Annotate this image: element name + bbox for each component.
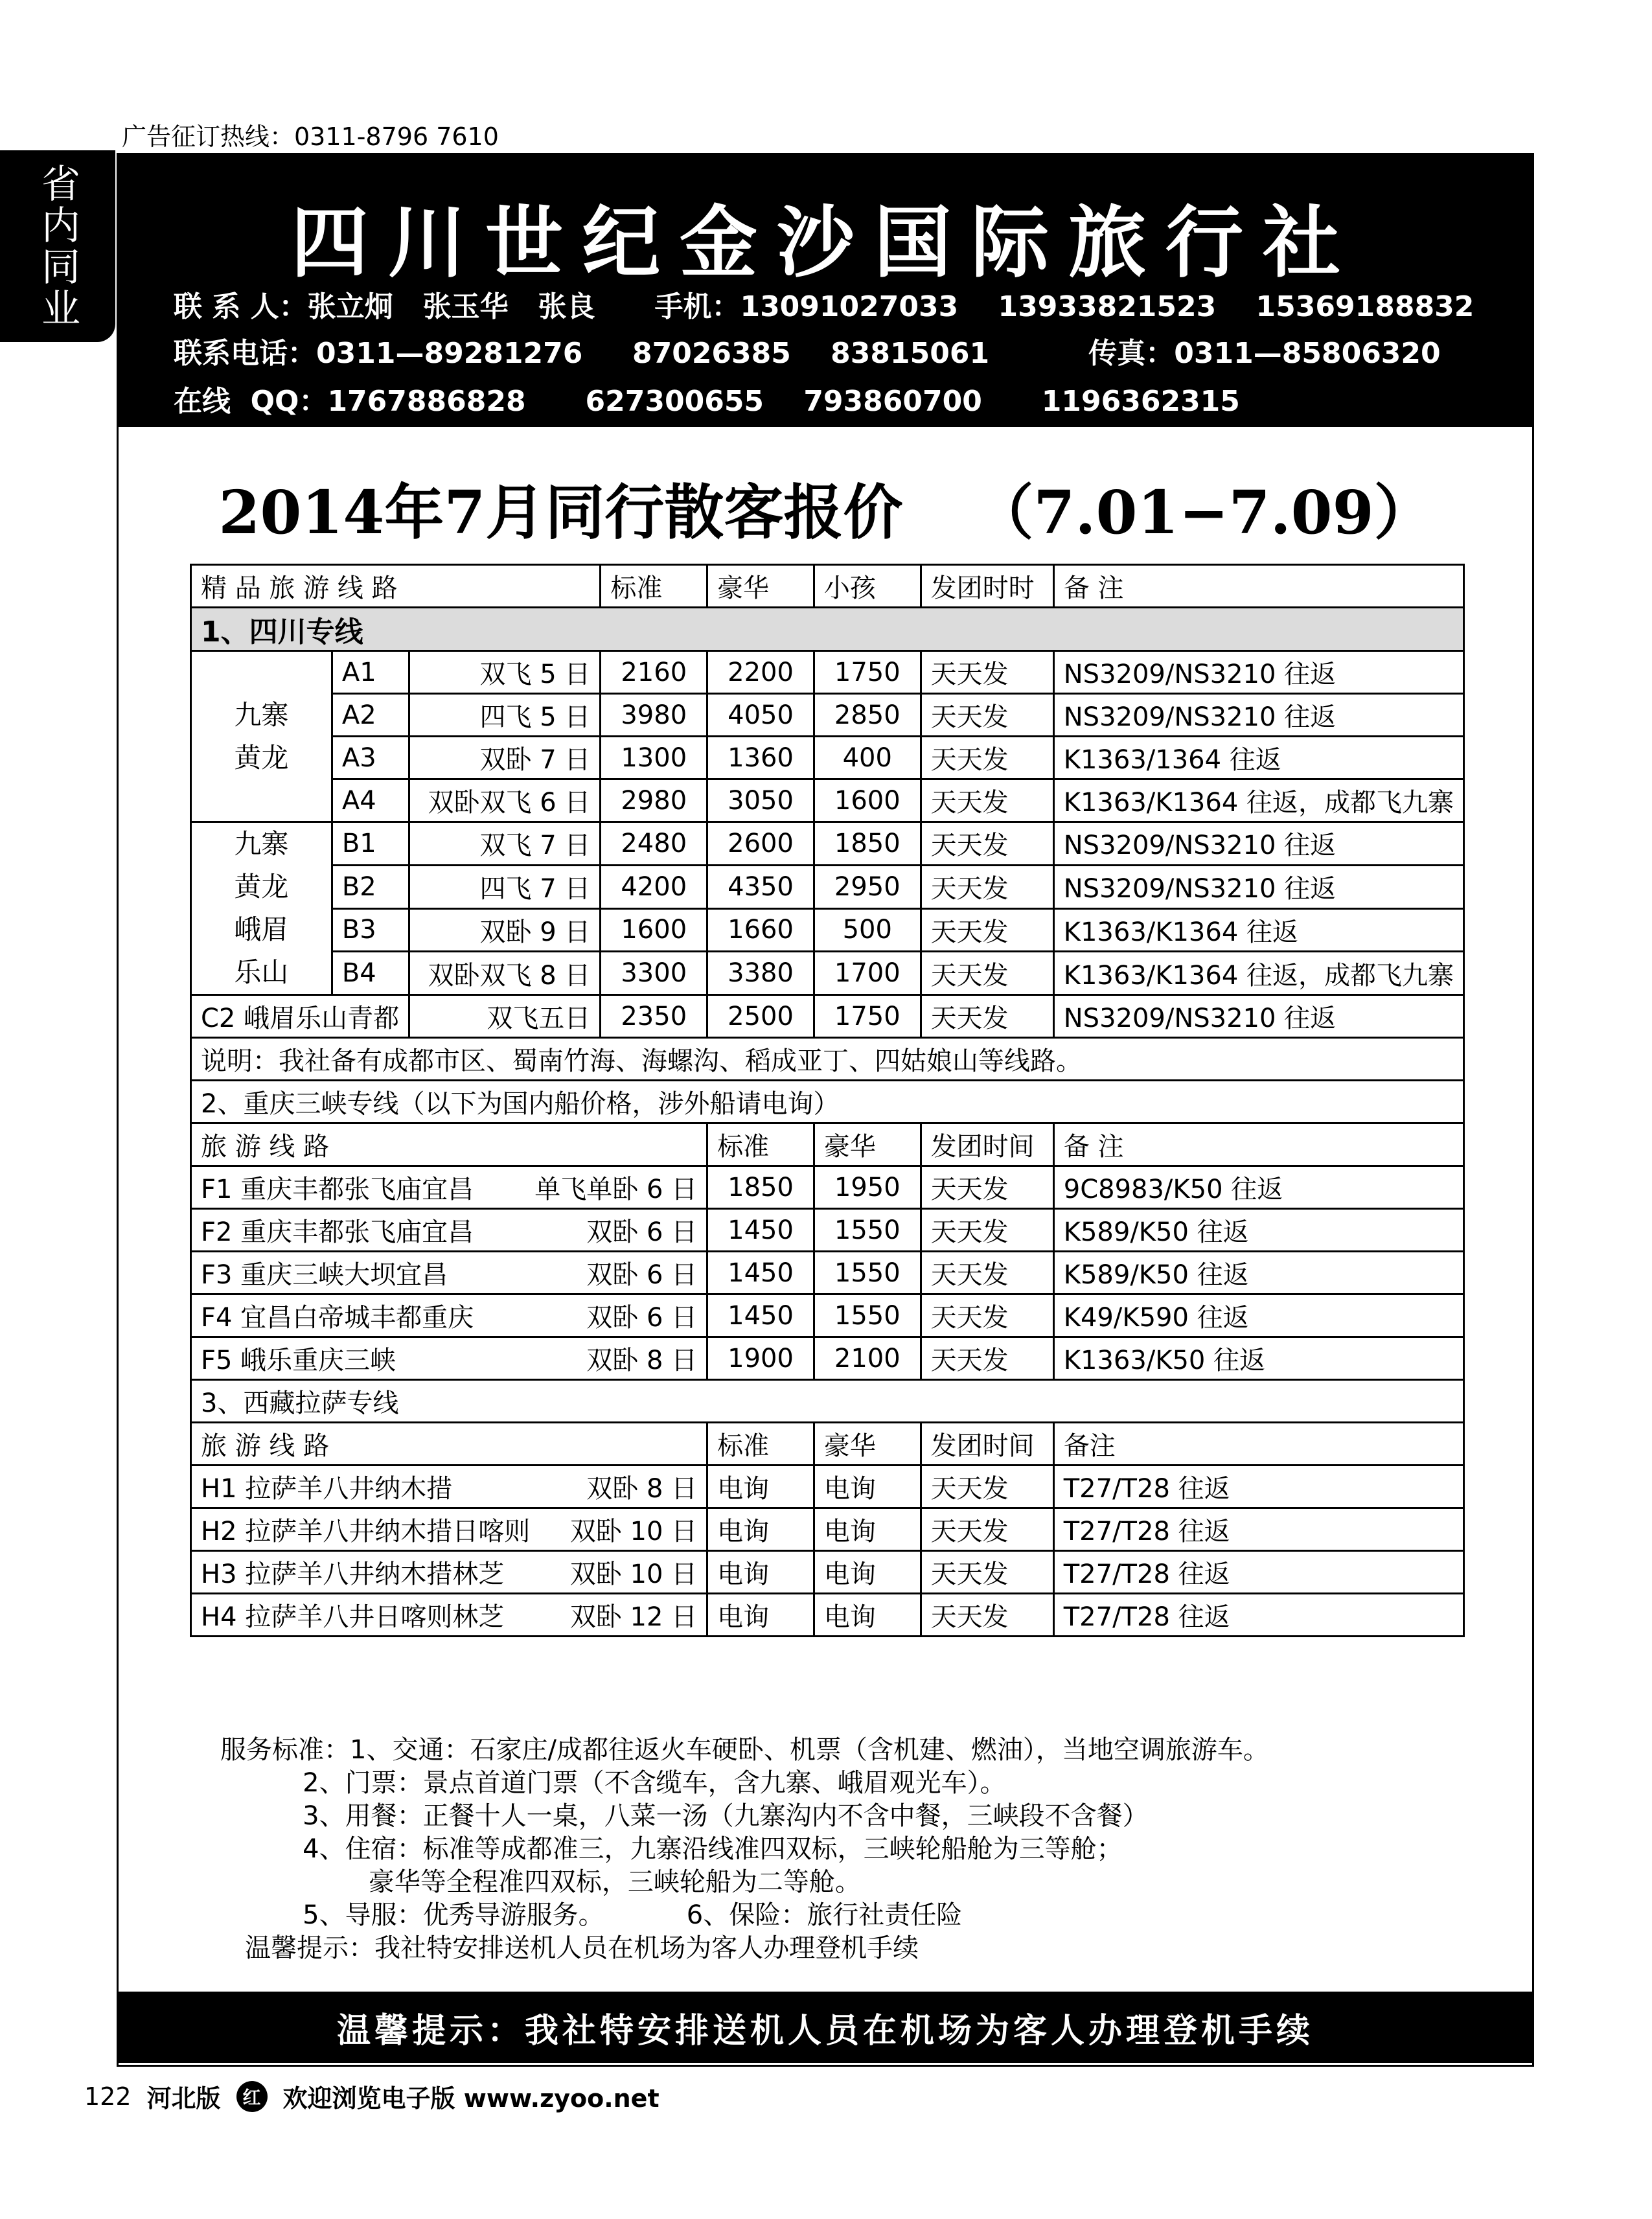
row-remark: NS3209/NS3210 往返 bbox=[1053, 995, 1463, 1038]
table-row bbox=[191, 952, 1464, 995]
row-std: 2350 bbox=[601, 995, 707, 1038]
table-row bbox=[191, 1337, 1464, 1380]
table-row bbox=[191, 651, 1464, 694]
title-range: （7.01−7.09） bbox=[974, 477, 1434, 547]
row-lux: 3050 bbox=[707, 779, 814, 822]
header3-route: 旅 游 线 路 bbox=[191, 1423, 707, 1466]
row-std: 1300 bbox=[601, 737, 707, 779]
row-remark: T27/T28 往返 bbox=[1053, 1594, 1463, 1637]
sichuan-note: 说明：我社备有成都市区、蜀南竹海、海螺沟、稻成亚丁、四姑娘山等线路。 bbox=[191, 1038, 1464, 1081]
row-std: 电询 bbox=[707, 1594, 814, 1637]
magazine-logo-icon: 红 bbox=[236, 2081, 268, 2112]
row-route: F1 重庆丰都张飞庙宜昌 bbox=[201, 1175, 474, 1204]
row-days: 双卧 12 日 bbox=[569, 1602, 698, 1632]
row-child: 1600 bbox=[814, 779, 921, 822]
row-remark: NS3209/NS3210 往返 bbox=[1053, 694, 1463, 737]
table-row bbox=[191, 1594, 1464, 1637]
table-row bbox=[191, 995, 1464, 1038]
row-std: 1600 bbox=[601, 908, 707, 952]
row-remark: NS3209/NS3210 往返 bbox=[1053, 822, 1463, 866]
row-std: 1450 bbox=[707, 1294, 814, 1337]
row-lux: 2200 bbox=[707, 651, 814, 694]
contact-qq: 在线 QQ：1767886828 627300655 793860700 1196362315 bbox=[174, 385, 1240, 418]
agency-header bbox=[119, 155, 1532, 427]
row-days: 双卧 6 日 bbox=[586, 1260, 698, 1290]
price-table bbox=[190, 564, 1465, 1637]
row-code: B2 bbox=[332, 865, 409, 908]
row-days: 双卧 6 日 bbox=[586, 1217, 698, 1247]
section-chongqing: 2、重庆三峡专线（以下为国内船价格，涉外船请电询） bbox=[191, 1081, 1464, 1123]
row-name: 双卧 9 日 bbox=[409, 908, 601, 952]
section-sichuan: 1、四川专线 bbox=[191, 608, 1464, 651]
row-lux: 2100 bbox=[814, 1337, 921, 1380]
footer-notice: 温馨提示：我社特安排送机人员在机场为客人办理登机手续 bbox=[119, 1992, 1532, 2063]
row-std: 1900 bbox=[707, 1337, 814, 1380]
row-std: 1850 bbox=[707, 1166, 814, 1209]
row-remark: T27/T28 往返 bbox=[1053, 1508, 1463, 1551]
row-child: 1700 bbox=[814, 952, 921, 995]
row-remark: K1363/K1364 往返 bbox=[1053, 908, 1463, 952]
table-row bbox=[191, 737, 1464, 779]
row-code: B3 bbox=[332, 908, 409, 952]
row-std: 电询 bbox=[707, 1551, 814, 1594]
row-name: 双卧双飞 8 日 bbox=[409, 952, 601, 995]
agency-name: 四川世纪金沙国际旅行社 bbox=[291, 197, 1360, 288]
row-name: 双飞 5 日 bbox=[409, 651, 601, 694]
row-lux: 4350 bbox=[707, 865, 814, 908]
header3-std: 标准 bbox=[707, 1423, 814, 1466]
row-name: 双飞五日 bbox=[409, 995, 601, 1038]
row-code: A3 bbox=[332, 737, 409, 779]
row-code: A1 bbox=[332, 651, 409, 694]
row-code: A4 bbox=[332, 779, 409, 822]
row-depart: 天天发 bbox=[921, 1209, 1053, 1252]
table-row bbox=[191, 1209, 1464, 1252]
row-std: 电询 bbox=[707, 1508, 814, 1551]
row-std: 3980 bbox=[601, 694, 707, 737]
website-link[interactable]: 欢迎浏览电子版 www.zyoo.net bbox=[282, 2084, 660, 2113]
row-child: 1850 bbox=[814, 822, 921, 866]
row-std: 4200 bbox=[601, 865, 707, 908]
row-child: 1750 bbox=[814, 995, 921, 1038]
table-row bbox=[191, 908, 1464, 952]
table-row bbox=[191, 1466, 1464, 1508]
header2-depart: 发团时间 bbox=[921, 1123, 1053, 1166]
header3-depart: 发团时间 bbox=[921, 1423, 1053, 1466]
row-days: 双卧 10 日 bbox=[569, 1559, 698, 1589]
row-depart: 天天发 bbox=[921, 865, 1053, 908]
row-lux: 电询 bbox=[814, 1551, 921, 1594]
row-name: 四飞 7 日 bbox=[409, 865, 601, 908]
row-lux: 电询 bbox=[814, 1594, 921, 1637]
group-a-label: 九寨 黄龙 bbox=[191, 651, 332, 822]
row-name: 双卧双飞 6 日 bbox=[409, 779, 601, 822]
row-remark: K589/K50 往返 bbox=[1053, 1252, 1463, 1294]
row-depart: 天天发 bbox=[921, 1166, 1053, 1209]
table-row bbox=[191, 822, 1464, 866]
header3-lux: 豪华 bbox=[814, 1423, 921, 1466]
ad-hotline: 广告征订热线：0311-8796 7610 bbox=[122, 122, 499, 151]
table-row bbox=[191, 694, 1464, 737]
row-remark: K589/K50 往返 bbox=[1053, 1209, 1463, 1252]
row-code: B4 bbox=[332, 952, 409, 995]
group-b-label: 九寨 黄龙 峨眉 乐山 bbox=[191, 822, 332, 995]
row-days: 双卧 10 日 bbox=[569, 1517, 698, 1546]
row-lux: 1660 bbox=[707, 908, 814, 952]
row-depart: 天天发 bbox=[921, 822, 1053, 866]
row-route: H3 拉萨羊八井纳木措林芝 bbox=[201, 1559, 505, 1589]
section-tibet: 3、西藏拉萨专线 bbox=[191, 1380, 1464, 1423]
row-days: 双卧 8 日 bbox=[586, 1346, 698, 1375]
table-row bbox=[191, 865, 1464, 908]
row-child: 500 bbox=[814, 908, 921, 952]
row-depart: 天天发 bbox=[921, 1551, 1053, 1594]
contact-persons: 联 系 人：张立炯 张玉华 张良 手机：13091027033 13933821523 15369188832 bbox=[174, 290, 1474, 323]
row-code: A2 bbox=[332, 694, 409, 737]
row-std: 1450 bbox=[707, 1209, 814, 1252]
row-days: 单飞单卧 6 日 bbox=[534, 1175, 698, 1204]
row-remark: K1363/K50 往返 bbox=[1053, 1337, 1463, 1380]
table-header bbox=[191, 565, 1464, 608]
row-std: 电询 bbox=[707, 1466, 814, 1508]
row-std: 2160 bbox=[601, 651, 707, 694]
row-std: 1450 bbox=[707, 1252, 814, 1294]
row-name: 四飞 5 日 bbox=[409, 694, 601, 737]
row-depart: 天天发 bbox=[921, 1252, 1053, 1294]
row-std: 2980 bbox=[601, 779, 707, 822]
row-route: F3 重庆三峡大坝宜昌 bbox=[201, 1260, 448, 1290]
header-std: 标准 bbox=[601, 565, 707, 608]
row-remark: NS3209/NS3210 往返 bbox=[1053, 865, 1463, 908]
row-lux: 1360 bbox=[707, 737, 814, 779]
row-lux: 3380 bbox=[707, 952, 814, 995]
row-child: 400 bbox=[814, 737, 921, 779]
row-name: 双卧 7 日 bbox=[409, 737, 601, 779]
row-code: B1 bbox=[332, 822, 409, 866]
title-main: 2014年7月同行散客报价 bbox=[218, 477, 903, 547]
page-footer bbox=[84, 2078, 660, 2114]
row-lux: 电询 bbox=[814, 1508, 921, 1551]
header-depart: 发团时时 bbox=[921, 565, 1053, 608]
row-route: H1 拉萨羊八井纳木措 bbox=[201, 1474, 453, 1504]
row-remark: K1363/K1364 往返，成都飞九寨 bbox=[1053, 952, 1463, 995]
table-row bbox=[191, 1166, 1464, 1209]
table-row bbox=[191, 1252, 1464, 1294]
row-std: 3300 bbox=[601, 952, 707, 995]
header2-std: 标准 bbox=[707, 1123, 814, 1166]
header3-remark: 备注 bbox=[1053, 1423, 1463, 1466]
edition-label: 河北版 bbox=[146, 2084, 221, 2113]
page-title bbox=[0, 465, 1652, 551]
table-row bbox=[191, 779, 1464, 822]
row-remark: NS3209/NS3210 往返 bbox=[1053, 651, 1463, 694]
table-row bbox=[191, 1294, 1464, 1337]
row-days: 双卧 8 日 bbox=[586, 1474, 698, 1504]
row-depart: 天天发 bbox=[921, 651, 1053, 694]
row-lux: 1550 bbox=[814, 1294, 921, 1337]
row-remark: K1363/K1364 往返，成都飞九寨 bbox=[1053, 779, 1463, 822]
row-std: 2480 bbox=[601, 822, 707, 866]
header2-route: 旅 游 线 路 bbox=[191, 1123, 707, 1166]
row-depart: 天天发 bbox=[921, 737, 1053, 779]
row-remark: T27/T28 往返 bbox=[1053, 1466, 1463, 1508]
row-lux: 1950 bbox=[814, 1166, 921, 1209]
row-depart: 天天发 bbox=[921, 1294, 1053, 1337]
row-remark: K1363/1364 往返 bbox=[1053, 737, 1463, 779]
row-route: H4 拉萨羊八井日喀则林芝 bbox=[201, 1602, 505, 1632]
header-child: 小孩 bbox=[814, 565, 921, 608]
row-depart: 天天发 bbox=[921, 952, 1053, 995]
service-standards: 服务标准：1、交通：石家庄/成都往返火车硬卧、机票（含机建、燃油），当地空调旅游车。 2、门票：景点首道门票（不含缆车，含九寨、峨眉观光车）。 3、用餐：正餐十人一桌，八菜一汤（九寨沟内不含中餐，三峡段不含餐） 4、住宿：标准等成都准三，九寨沿线准四双标，三峡轮船舱为三等舱； 豪华等全程准四双标，三峡轮船为二等舱。 5、导服：优秀导游服务。 6、保险：旅行社责任险 温馨提示：我社特安排送机人员在机场为客人办理登机手续 bbox=[220, 1735, 1269, 1963]
row-child: 2850 bbox=[814, 694, 921, 737]
row-child: 2950 bbox=[814, 865, 921, 908]
table-row bbox=[191, 1551, 1464, 1594]
row-lux: 电询 bbox=[814, 1466, 921, 1508]
row-days: 双卧 6 日 bbox=[586, 1303, 698, 1333]
row-name: 双飞 7 日 bbox=[409, 822, 601, 866]
row-remark: K49/K590 往返 bbox=[1053, 1294, 1463, 1337]
table-row bbox=[191, 1508, 1464, 1551]
row-route: F5 峨乐重庆三峡 bbox=[201, 1346, 396, 1375]
row-route: F4 宜昌白帝城丰都重庆 bbox=[201, 1303, 474, 1333]
row-route: H2 拉萨羊八井纳木措日喀则 bbox=[201, 1517, 531, 1546]
row-depart: 天天发 bbox=[921, 995, 1053, 1038]
header-route: 精 品 旅 游 线 路 bbox=[191, 565, 601, 608]
row-lux: 1550 bbox=[814, 1209, 921, 1252]
row-depart: 天天发 bbox=[921, 1508, 1053, 1551]
row-depart: 天天发 bbox=[921, 1466, 1053, 1508]
row-depart: 天天发 bbox=[921, 779, 1053, 822]
row-lux: 2600 bbox=[707, 822, 814, 866]
contact-phones: 联系电话：0311—89281276 87026385 83815061 传真：0311—85806320 bbox=[174, 337, 1441, 370]
header2-lux: 豪华 bbox=[814, 1123, 921, 1166]
row-route: F2 重庆丰都张飞庙宜昌 bbox=[201, 1217, 474, 1247]
row-depart: 天天发 bbox=[921, 694, 1053, 737]
row-child: 1750 bbox=[814, 651, 921, 694]
table-header-3 bbox=[191, 1423, 1464, 1466]
page-number: 122 bbox=[84, 2082, 132, 2111]
row-lux: 4050 bbox=[707, 694, 814, 737]
row-route: C2 峨眉乐山青都 bbox=[191, 995, 409, 1038]
row-depart: 天天发 bbox=[921, 908, 1053, 952]
row-remark: 9C8983/K50 往返 bbox=[1053, 1166, 1463, 1209]
row-depart: 天天发 bbox=[921, 1337, 1053, 1380]
row-depart: 天天发 bbox=[921, 1594, 1053, 1637]
header-remark: 备 注 bbox=[1053, 565, 1463, 608]
table-header-2 bbox=[191, 1123, 1464, 1166]
row-lux: 1550 bbox=[814, 1252, 921, 1294]
section-tab: 省内同业 bbox=[0, 150, 115, 342]
header-lux: 豪华 bbox=[707, 565, 814, 608]
row-remark: T27/T28 往返 bbox=[1053, 1551, 1463, 1594]
header2-remark: 备 注 bbox=[1053, 1123, 1463, 1166]
row-lux: 2500 bbox=[707, 995, 814, 1038]
